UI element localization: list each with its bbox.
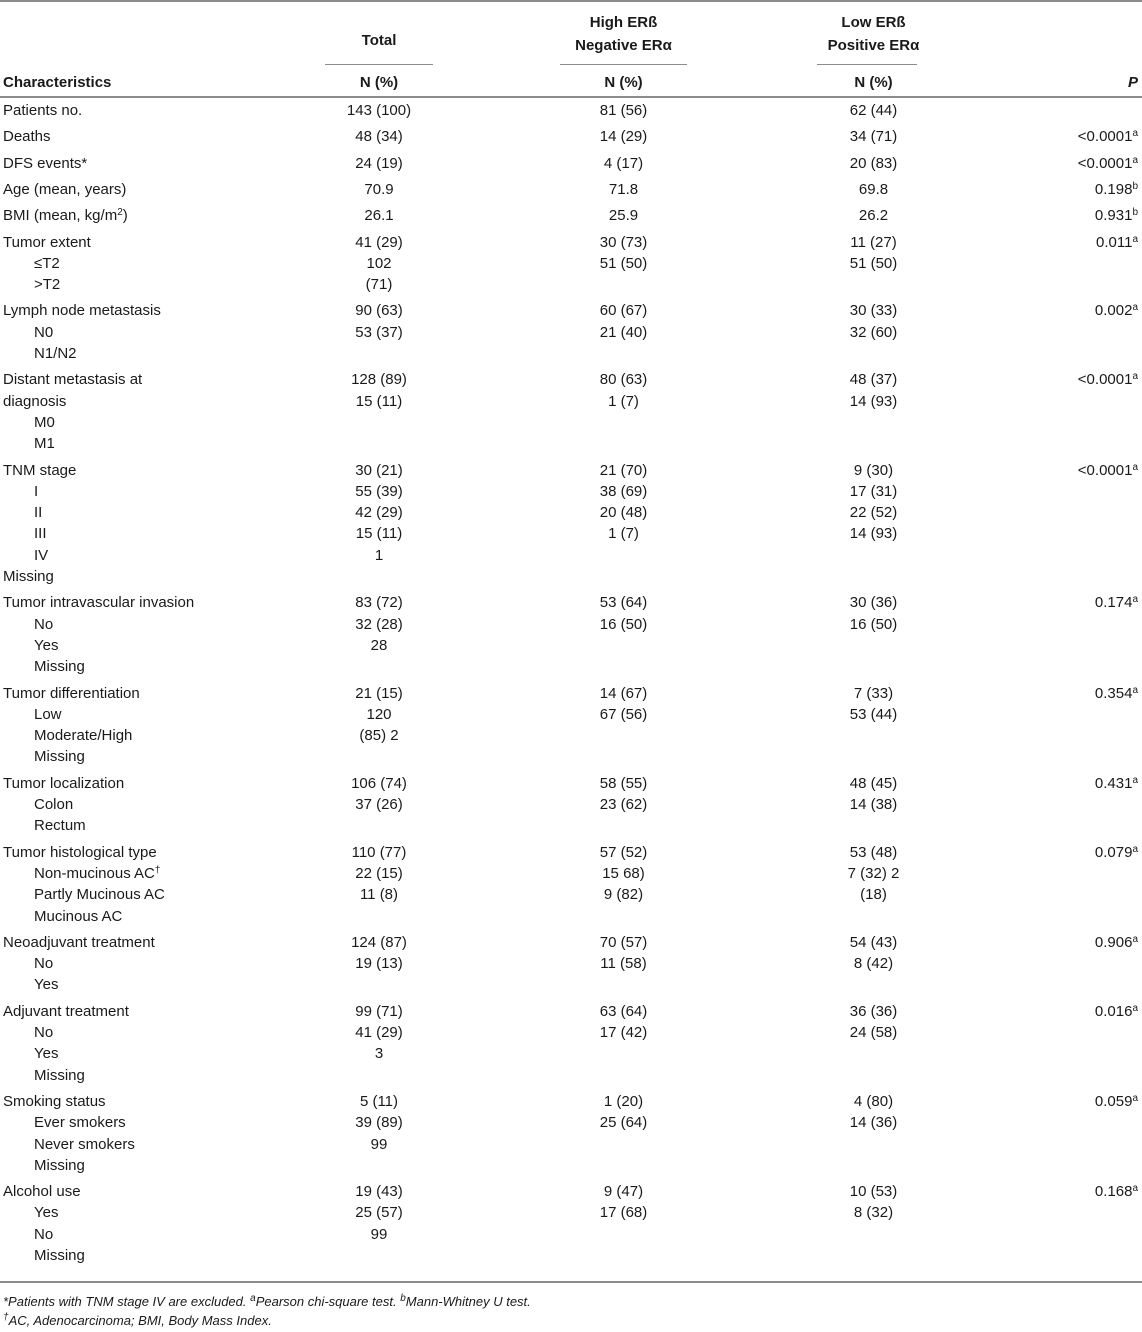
row-sublabel-text: Colon: [34, 796, 74, 813]
cell-total: 15 (11): [355, 392, 403, 410]
row-label: [3, 300, 161, 321]
cell-high-erb: 51 (50): [599, 254, 648, 272]
cell-total: 21 (15): [355, 684, 403, 702]
row-sublabel: [34, 253, 60, 274]
cell-low-erb: 14 (93): [849, 525, 898, 543]
cell-high-erb: 14 (67): [599, 684, 648, 702]
row-sublabel: [34, 656, 85, 677]
p-value-sup: a: [1132, 774, 1138, 786]
footnote-2-sup: †: [3, 1312, 9, 1323]
bottom-rule: [0, 1281, 1142, 1283]
row-sublabel-text: Yes: [34, 636, 59, 654]
cell-p-value: [1078, 369, 1138, 390]
cell-total: 3: [374, 1045, 384, 1063]
cell-total: 22 (15): [355, 864, 403, 882]
row-label-text: Tumor extent: [3, 233, 91, 251]
row-sublabel: [34, 343, 77, 364]
cell-high-erb: 20 (48): [599, 504, 648, 522]
cell-total: 30 (21): [355, 461, 403, 479]
cell-high-erb: 53 (64): [599, 594, 648, 612]
header-low-line1: Low ERß: [841, 14, 906, 31]
row-sublabel: [34, 322, 53, 343]
p-value-text: <0.0001: [1077, 154, 1133, 172]
p-value-sup: a: [1132, 233, 1138, 245]
cell-low-erb: 36 (36): [849, 1002, 898, 1020]
row-label-text: BMI (mean, kg/m: [3, 207, 118, 225]
p-value-text: 0.198: [1094, 180, 1133, 198]
cell-low-erb: 16 (50): [849, 615, 898, 633]
row-label-text: Tumor localization: [3, 774, 125, 792]
row-label: [3, 232, 91, 253]
row-label-text: Distant metastasis at: [3, 371, 143, 389]
cell-total: 143 (100): [346, 102, 412, 119]
cell-total: 19 (13): [355, 955, 403, 973]
cell-total: 110 (77): [351, 843, 407, 861]
cell-high-erb: 67 (56): [599, 705, 648, 723]
cell-total: 99: [370, 1135, 388, 1153]
row-sublabel-text: Rectum: [34, 817, 86, 835]
row-sublabel-text: Moderate/High: [34, 727, 133, 745]
p-value-text: 0.431: [1094, 774, 1133, 792]
p-value-sup: a: [1132, 594, 1138, 606]
p-value-text: 0.002: [1094, 302, 1133, 320]
row-label-text: Tumor intravascular invasion: [3, 594, 195, 612]
header-characteristics: Characteristics: [3, 74, 112, 91]
cell-low-erb: 32 (60): [849, 323, 898, 341]
row-sublabel-sup: †: [154, 864, 161, 876]
cell-low-erb: 24 (58): [849, 1024, 898, 1041]
row-sublabel: [34, 1134, 135, 1155]
row-sublabel: [34, 635, 58, 656]
row-sublabel-text: >T2: [34, 276, 61, 294]
row-label-text: Alcohol use: [3, 1183, 81, 1201]
cell-p-value: [1095, 773, 1138, 794]
top-rule: [0, 0, 1142, 2]
cell-high-erb: 15 68): [602, 864, 645, 882]
cell-p-value: [1095, 592, 1138, 613]
footnote-1-a: *Patients with TNM stage IV are excluded.: [3, 1294, 251, 1309]
row-sublabel-text: Mucinous AC: [34, 907, 123, 925]
cell-low-erb: 53 (44): [849, 705, 898, 723]
row-sublabel-text: No: [34, 1024, 54, 1041]
cell-total: 28: [370, 636, 388, 654]
footnote-1-sup-a: a: [250, 1293, 256, 1304]
p-value-sup: a: [1132, 1183, 1138, 1195]
cell-high-erb: 80 (63): [599, 371, 648, 389]
row-sublabel-text: II: [34, 504, 43, 522]
row-sublabel-text: IV: [34, 546, 49, 564]
row-sublabel-text: Never smokers: [34, 1135, 135, 1153]
row-sublabel-text: No: [34, 615, 54, 633]
header-high-line1: High ERß: [589, 14, 658, 31]
row-sublabel: [34, 1155, 85, 1176]
p-value-text: <0.0001: [1077, 128, 1133, 146]
row-sublabel: [34, 1224, 53, 1245]
row-sublabel: [34, 1065, 85, 1086]
cell-low-erb: 10 (53): [849, 1183, 898, 1201]
cell-high-erb: 58 (55): [599, 774, 648, 792]
row-label: [3, 773, 124, 794]
p-value-sup: a: [1132, 1002, 1138, 1014]
row-sublabel-text: M0: [34, 413, 55, 431]
row-sublabel-text: Missing: [34, 658, 85, 676]
cell-high-erb: 21 (70): [599, 461, 648, 479]
row-label: [3, 1181, 81, 1202]
p-value-sup: a: [1132, 684, 1138, 696]
cell-total: 1: [374, 546, 384, 564]
row-sublabel: [34, 481, 38, 502]
cell-high-erb: 1 (7): [608, 392, 639, 410]
cell-total: (85) 2: [359, 727, 399, 745]
cell-total: 83 (72): [355, 594, 403, 612]
p-value-sup: a: [1132, 461, 1138, 473]
cell-low-erb: 14 (38): [849, 796, 898, 813]
cell-low-erb: 34 (71): [849, 128, 898, 146]
row-sublabel-text: Missing: [34, 1066, 85, 1084]
row-sublabel-text: Yes: [34, 976, 59, 994]
row-label-text: Neoadjuvant treatment: [3, 933, 155, 951]
cell-low-erb: 8 (32): [853, 1204, 894, 1222]
row-sublabel: [34, 1022, 53, 1043]
cell-low-erb: 53 (48): [849, 843, 898, 861]
cell-total: 32 (28): [355, 615, 403, 633]
header-low-line2: Positive ERα: [827, 37, 920, 54]
cell-high-erb: 17 (68): [599, 1204, 648, 1222]
p-value-text: 0.168: [1094, 1183, 1133, 1201]
cell-high-erb: 21 (40): [599, 323, 648, 341]
cell-total: 128 (89): [351, 371, 407, 389]
header-low-n: N (%): [854, 74, 893, 91]
cell-p-value: [1095, 1091, 1138, 1112]
row-label: [3, 153, 87, 174]
p-value-sup: a: [1132, 302, 1138, 314]
row-sublabel: [34, 433, 55, 454]
row-sublabel-text: No: [34, 1225, 54, 1243]
cell-low-erb: 51 (50): [849, 254, 898, 272]
row-sublabel: [34, 502, 42, 523]
header-total: Total: [361, 32, 397, 49]
row-sublabel-text: ≤T2: [34, 254, 60, 272]
row-sublabel: [34, 412, 55, 433]
row-label-after: Missing: [3, 568, 54, 585]
cell-high-erb: 38 (69): [599, 482, 648, 500]
p-value-text: 0.931: [1094, 207, 1133, 225]
cell-high-erb: 16 (50): [599, 615, 648, 633]
cell-total: 99: [370, 1225, 388, 1243]
cell-total: 106 (74): [351, 774, 407, 792]
row-label: [3, 369, 142, 390]
cell-low-erb: 14 (36): [849, 1114, 898, 1132]
row-sublabel: [34, 1245, 85, 1266]
cell-p-value: [1095, 179, 1138, 200]
cell-total: 25 (57): [355, 1204, 403, 1222]
row-sublabel: [34, 523, 47, 544]
row-label: [3, 205, 128, 226]
p-value-sup: a: [1132, 128, 1138, 140]
row-label: [3, 1091, 106, 1112]
row-sublabel-text: M1: [34, 435, 55, 453]
row-sublabel: [34, 274, 60, 295]
row-sublabel: [34, 1112, 126, 1133]
cell-high-erb: 9 (47): [603, 1183, 644, 1201]
cell-low-erb: 11 (27): [850, 233, 897, 251]
row-sublabel: [34, 794, 73, 815]
row-label-text: Age (mean, years): [3, 180, 127, 198]
p-value-sup: a: [1132, 843, 1138, 855]
row-sublabel: [34, 863, 160, 884]
row-sublabel-text: I: [34, 482, 39, 500]
footnote-1: [3, 1292, 531, 1312]
cell-total: 90 (63): [355, 302, 403, 320]
cell-total: 15 (11): [355, 525, 403, 543]
row-label: [3, 126, 51, 147]
cell-total: 55 (39): [355, 482, 403, 500]
row-sublabel-text: N0: [34, 323, 54, 341]
row-label: [3, 100, 82, 121]
cell-total: 41 (29): [355, 1024, 403, 1041]
p-value-text: 0.011: [1096, 233, 1133, 251]
p-value-text: 0.059: [1094, 1092, 1133, 1110]
cell-low-erb: 62 (44): [849, 102, 898, 119]
row-sublabel-text: N1/N2: [34, 345, 77, 362]
row-sublabel: [34, 704, 62, 725]
p-value-text: 0.906: [1094, 933, 1133, 951]
cell-high-erb: 25 (64): [599, 1114, 648, 1132]
cell-high-erb: 4 (17): [603, 154, 644, 172]
header-high-line2: Negative ERα: [575, 37, 672, 54]
cell-total: 42 (29): [355, 504, 403, 522]
cell-low-erb: 69.8: [858, 180, 889, 198]
footnote-2-text: AC, Adenocarcinoma; BMI, Body Mass Index.: [8, 1313, 272, 1328]
cell-low-erb: 22 (52): [849, 504, 898, 522]
row-sublabel-text: Missing: [34, 748, 85, 766]
cell-p-value: [1096, 232, 1138, 253]
cell-total: 24 (19): [355, 154, 403, 172]
cell-high-erb: 11 (58): [600, 955, 647, 973]
row-label-text: Adjuvant treatment: [3, 1002, 129, 1020]
p-value-text: 0.174: [1094, 594, 1133, 612]
row-label: [3, 1001, 129, 1022]
cell-total: 39 (89): [355, 1114, 403, 1132]
row-label: [3, 592, 194, 613]
cell-p-value: [1095, 842, 1138, 863]
header-high-n: N (%): [604, 74, 643, 91]
cell-high-erb: 70 (57): [599, 933, 648, 951]
cell-high-erb: 1 (20): [603, 1092, 644, 1110]
row-label: [3, 683, 140, 704]
footnote-2: [3, 1311, 272, 1331]
cell-low-erb: 48 (37): [849, 371, 898, 389]
cell-total: 70.9: [364, 180, 394, 198]
row-label-text: Tumor differentiation: [3, 684, 140, 702]
cell-high-erb: 17 (42): [599, 1024, 648, 1041]
p-value-text: 0.354: [1094, 684, 1133, 702]
cell-total: 120: [366, 705, 392, 723]
cell-low-erb: 48 (45): [849, 774, 898, 792]
row-sublabel-text: Non-mucinous AC: [34, 864, 155, 882]
row-label-line2: diagnosis: [3, 392, 67, 410]
cell-total: (71): [365, 276, 393, 294]
row-sublabel-text: Missing: [34, 1247, 85, 1264]
row-label-text: DFS events*: [3, 154, 88, 172]
cell-high-erb: 30 (73): [599, 233, 648, 251]
p-value-sup: a: [1132, 933, 1138, 945]
row-sublabel: [34, 815, 86, 836]
row-label-text: TNM stage: [3, 461, 77, 479]
row-sublabel: [34, 974, 58, 995]
row-sublabel-text: Yes: [34, 1204, 59, 1222]
cell-high-erb: 71.8: [608, 180, 639, 198]
row-sublabel: [34, 614, 53, 635]
header-p: P: [1127, 74, 1138, 91]
cell-high-erb: 63 (64): [599, 1002, 648, 1020]
row-sublabel-text: Ever smokers: [34, 1114, 126, 1132]
cell-low-erb: 30 (33): [849, 302, 898, 320]
cell-total: 102: [366, 254, 392, 272]
cell-high-erb: 25.9: [608, 207, 639, 225]
cell-total: 26.1: [364, 207, 394, 225]
cell-total: 99 (71): [355, 1002, 403, 1020]
cell-total: 5 (11): [359, 1092, 399, 1110]
row-sublabel-text: Partly Mucinous AC: [34, 886, 165, 904]
row-label-text: Patients no.: [3, 102, 83, 119]
cell-low-erb: 17 (31): [849, 482, 898, 500]
cell-high-erb: 1 (7): [608, 525, 639, 543]
row-label: [3, 460, 76, 481]
cell-high-erb: 60 (67): [599, 302, 648, 320]
p-value-text: <0.0001: [1077, 371, 1133, 389]
row-sublabel: [34, 725, 132, 746]
row-label: [3, 932, 155, 953]
p-value-text: 0.079: [1094, 843, 1133, 861]
cell-low-erb: 7 (32) 2: [847, 864, 900, 882]
cell-p-value: [1095, 300, 1138, 321]
cell-p-value: [1095, 683, 1138, 704]
row-sublabel-text: III: [34, 525, 47, 543]
cell-total: 19 (43): [355, 1183, 403, 1201]
row-label-text: Tumor histological type: [3, 843, 157, 861]
cell-low-erb: 26.2: [858, 207, 889, 225]
cell-total: 53 (37): [355, 323, 403, 341]
row-label-sup: 2: [117, 207, 123, 219]
cell-total: 41 (29): [355, 233, 403, 251]
p-value-sup: a: [1132, 371, 1138, 383]
cell-low-erb: 9 (30): [853, 461, 894, 479]
row-sublabel: [34, 884, 165, 905]
cell-total: 11 (8): [359, 886, 399, 904]
cell-p-value: [1095, 1001, 1138, 1022]
footnote-1-c: Mann-Whitney U test.: [405, 1294, 531, 1309]
row-sublabel: [34, 746, 85, 767]
header-total-n: N (%): [359, 74, 399, 91]
cell-high-erb: 23 (62): [599, 796, 648, 813]
row-sublabel: [34, 545, 48, 566]
p-value-text: <0.0001: [1077, 461, 1133, 479]
footnote-1-b: Pearson chi-square test.: [255, 1294, 401, 1309]
row-sublabel-text: Missing: [34, 1156, 85, 1174]
row-sublabel-text: Low: [34, 705, 62, 723]
header-high-underline: [560, 64, 687, 65]
cell-p-value: [1095, 205, 1138, 226]
row-sublabel: [34, 906, 122, 927]
cell-low-erb: (18): [860, 886, 887, 904]
row-label-text: Smoking status: [3, 1092, 106, 1110]
header-rule: [0, 96, 1142, 98]
row-sublabel: [34, 953, 53, 974]
row-sublabel-text: Yes: [34, 1045, 59, 1063]
cell-low-erb: 30 (36): [849, 594, 898, 612]
cell-low-erb: 4 (80): [853, 1092, 894, 1110]
cell-p-value: [1095, 1181, 1138, 1202]
p-value-sup: b: [1132, 180, 1138, 192]
row-sublabel: [34, 1043, 58, 1064]
cell-p-value: [1078, 153, 1138, 174]
cell-low-erb: 8 (42): [853, 955, 894, 973]
cell-low-erb: 20 (83): [849, 154, 898, 172]
cell-total: 124 (87): [351, 933, 407, 951]
cell-p-value: [1078, 126, 1138, 147]
cell-p-value: [1078, 460, 1138, 481]
cell-high-erb: 81 (56): [599, 102, 648, 119]
p-value-sup: a: [1132, 1092, 1138, 1104]
cell-p-value: [1095, 932, 1138, 953]
cell-total: 37 (26): [355, 796, 403, 813]
footnote-1-sup-b: b: [400, 1293, 406, 1304]
cell-high-erb: 14 (29): [599, 128, 648, 146]
p-value-text: 0.016: [1094, 1002, 1133, 1020]
row-label-text: Lymph node metastasis: [3, 302, 161, 320]
cell-high-erb: 9 (82): [603, 886, 644, 904]
cell-low-erb: 14 (93): [849, 392, 898, 410]
cell-low-erb: 54 (43): [849, 933, 898, 951]
p-value-sup: b: [1132, 207, 1138, 219]
cell-high-erb: 57 (52): [599, 843, 648, 861]
row-label-text: Deaths: [3, 128, 51, 146]
row-label-end: ): [122, 207, 128, 225]
row-label: [3, 179, 126, 200]
cell-total: 48 (34): [355, 128, 403, 146]
header-total-underline: [325, 64, 433, 65]
row-label: [3, 842, 157, 863]
row-sublabel: [34, 1202, 58, 1223]
p-value-sup: a: [1132, 154, 1138, 166]
header-low-underline: [817, 64, 917, 65]
cell-low-erb: 7 (33): [853, 684, 894, 702]
row-sublabel-text: No: [34, 955, 54, 973]
